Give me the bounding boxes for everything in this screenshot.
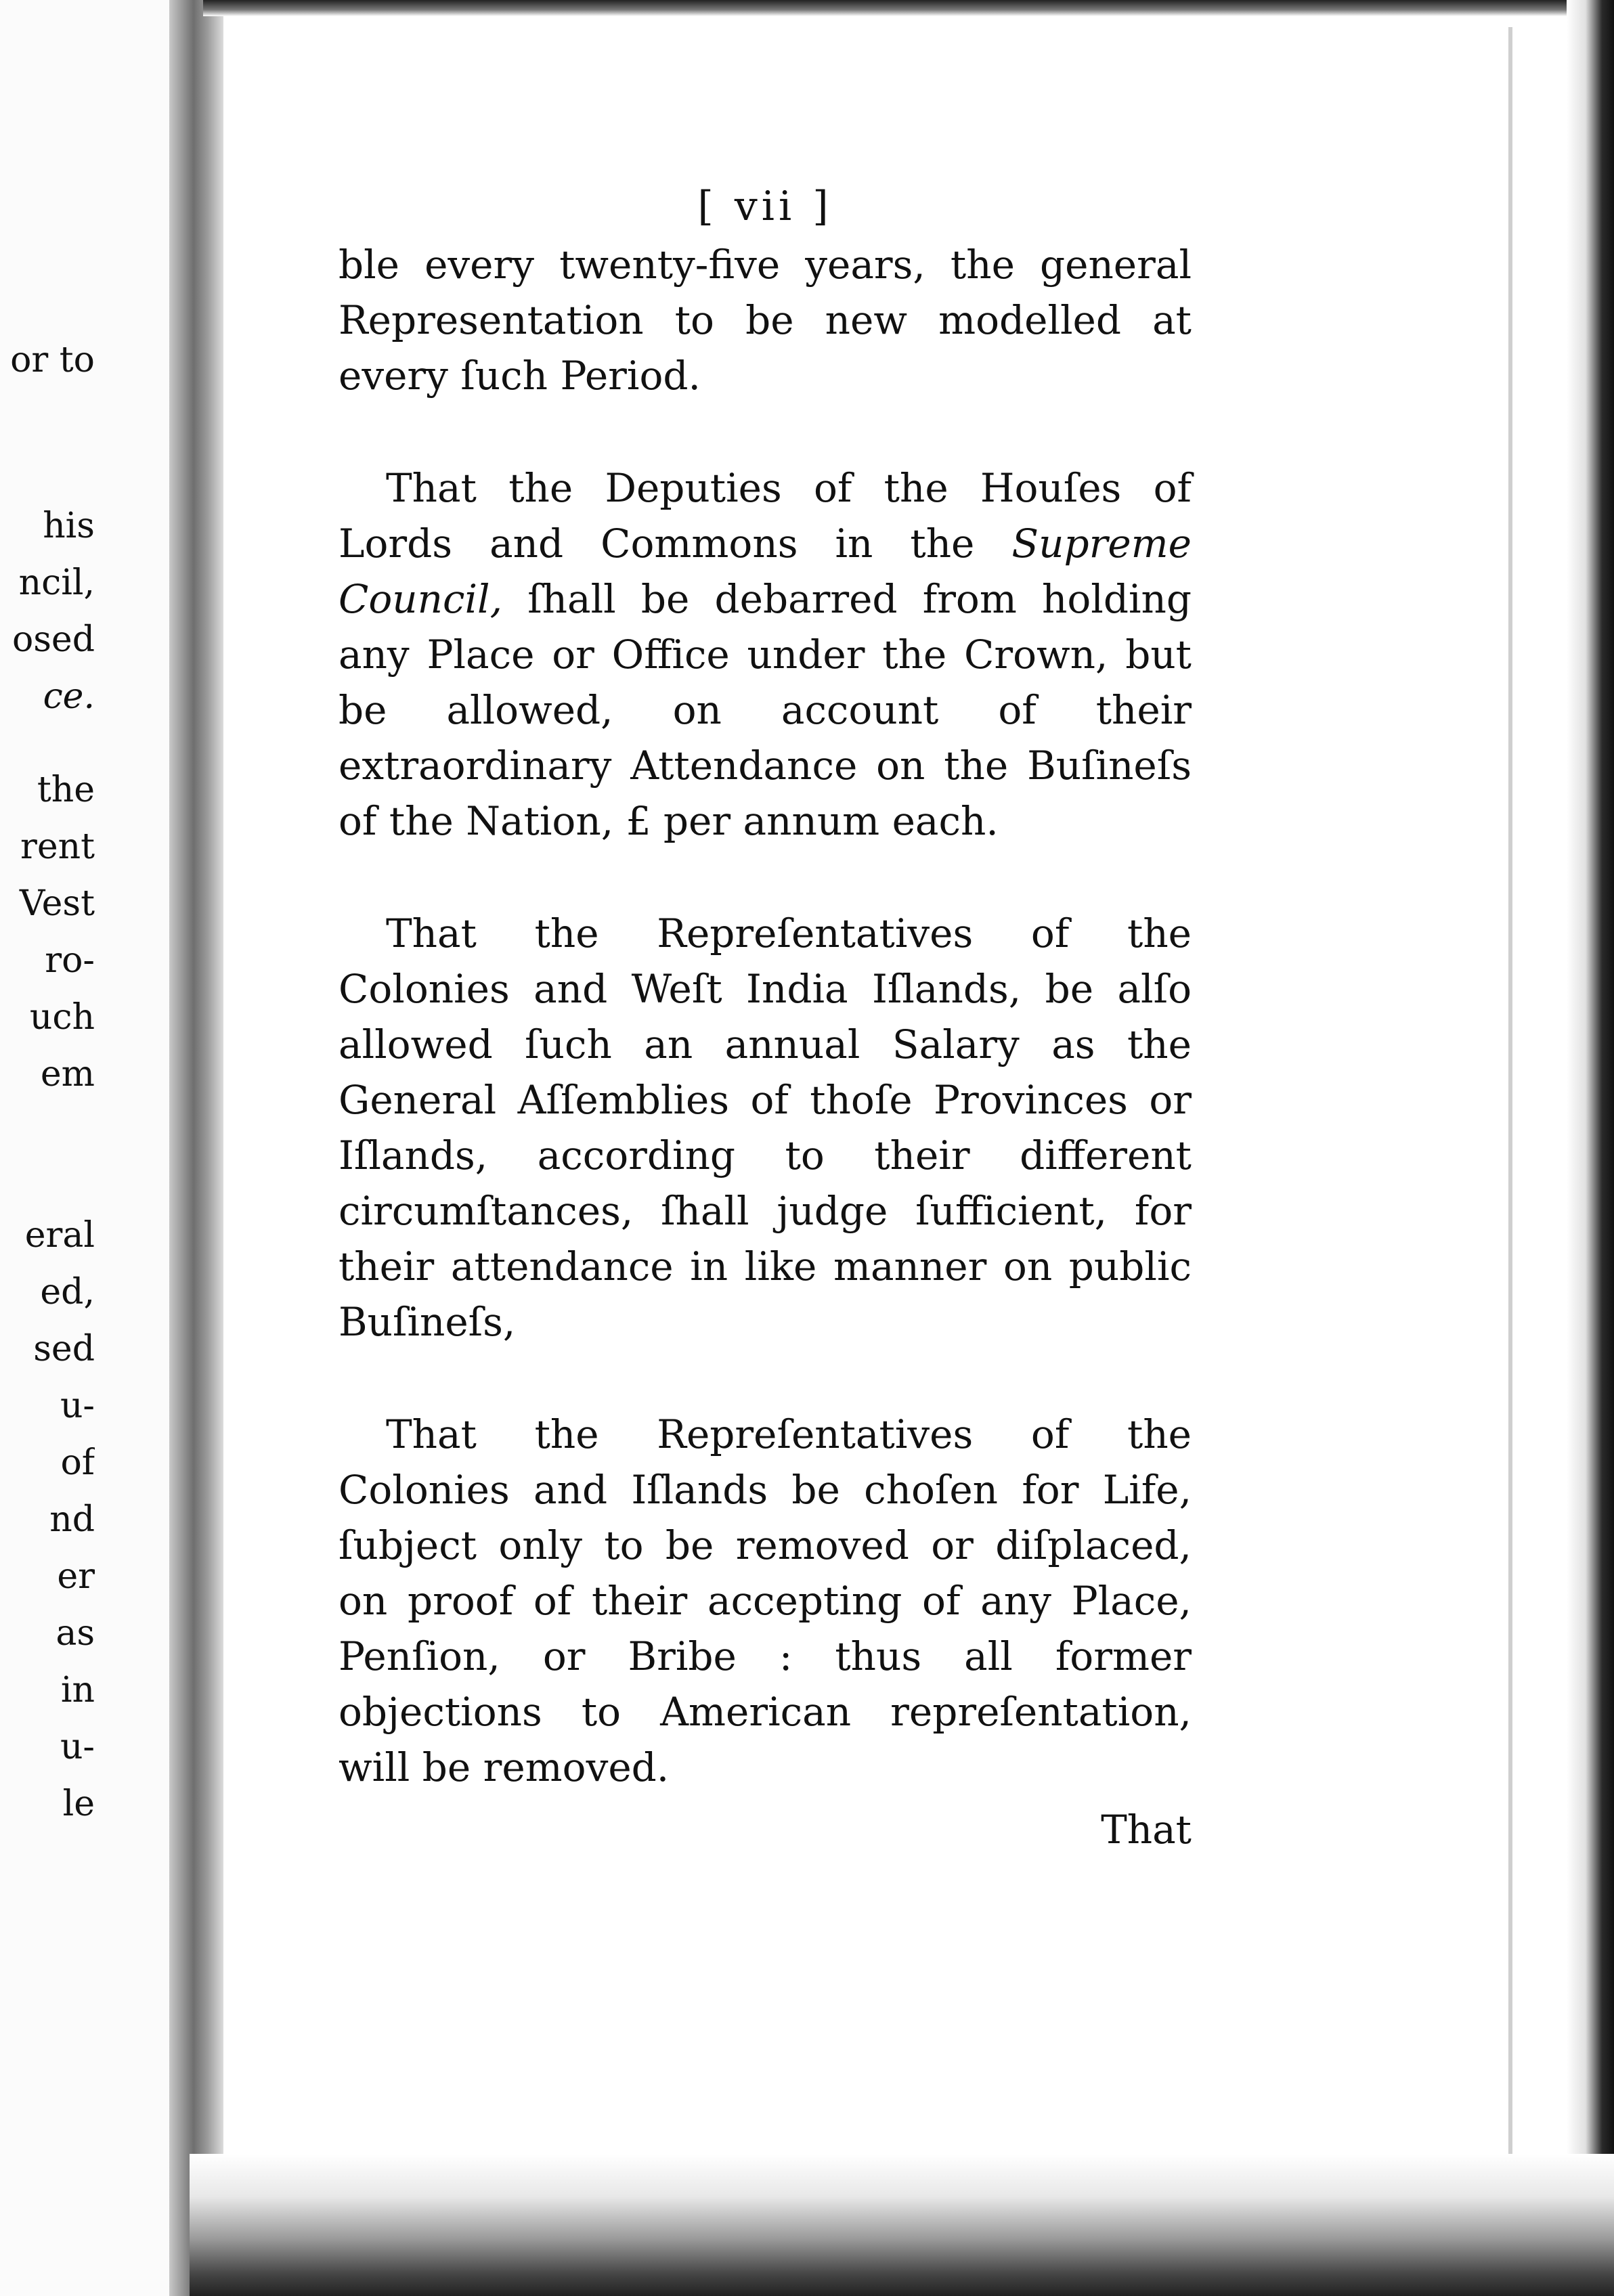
facing-page-fragment: ncil, (18, 562, 95, 603)
facing-page-fragment: ce. (43, 676, 95, 717)
page-edge-line (1508, 27, 1512, 2159)
paragraph-colony-salary: That the Repreſentatives of the Colonies and Weſt India Iſlands, be alſo allowed ſuch an annual Salary as the General Aſſemblies of thoſe Provinces or Iſlands, according to their different circumſtances, ſhall judge ſufficient, for their attendance in like manner on public Buſineſs, (339, 910, 1192, 1345)
catchword: That (1101, 1807, 1192, 1853)
facing-page-fragment: osed (12, 619, 95, 660)
facing-page-fragment: rent (20, 826, 95, 867)
page-number: [ vii ] (697, 183, 833, 230)
facing-page-fragment: nd (49, 1499, 95, 1540)
facing-page-fragment: uch (29, 997, 95, 1038)
paragraph-continuation: ble every twenty-five years, the general Representation to be new modelled at every ſuch Period. (339, 242, 1192, 399)
document-page (339, 183, 1192, 1857)
facing-page-fragment: sed (33, 1329, 95, 1369)
facing-page-fragment: u- (60, 1386, 95, 1426)
facing-page-fragment: em (40, 1054, 95, 1095)
facing-page-fragment: his (43, 506, 95, 546)
facing-page-fragment: u- (60, 1727, 95, 1767)
facing-page-fragment: ro- (45, 940, 95, 981)
facing-page-fragment: the (37, 770, 95, 810)
facing-page-fragment: of (60, 1442, 95, 1483)
facing-page-fragment: le (62, 1784, 95, 1824)
facing-page-fragment: eral (24, 1215, 95, 1256)
italic-term: Supreme Council, (339, 521, 1192, 622)
paragraph-text: ſhall be debarred from holding any Place or Office under the Crown, but be allowed, on account of their extraordinary Attendance on the Buſineſs of the Nation, £ per annum each. (339, 576, 1192, 844)
paragraph-text: That the Deputies of the Houſes of Lords and Commons in the (339, 465, 1192, 567)
right-page-edge (1567, 0, 1614, 2296)
facing-page-fragment: er (57, 1556, 95, 1597)
facing-page-fragment: or to (10, 340, 95, 380)
top-page-edge (203, 0, 1614, 16)
paragraph-life-tenure: That the Repreſentatives of the Colonies and Iſlands be choſen for Life, ſubject only to be removed or diſplaced, on proof of their accepting of any Place, Penſion, or Bribe : thus all former objections to American repreſentation, will be removed. (339, 1411, 1192, 1790)
book-spine-shadow (169, 0, 223, 2296)
bottom-page-edge (190, 2154, 1614, 2296)
paragraph-deputies (339, 460, 1192, 849)
facing-page-fragment: in (60, 1670, 95, 1710)
facing-page-fragment: Vest (19, 883, 95, 924)
facing-page-fragment: as (56, 1613, 95, 1654)
facing-page-fragment: ed, (40, 1272, 95, 1312)
